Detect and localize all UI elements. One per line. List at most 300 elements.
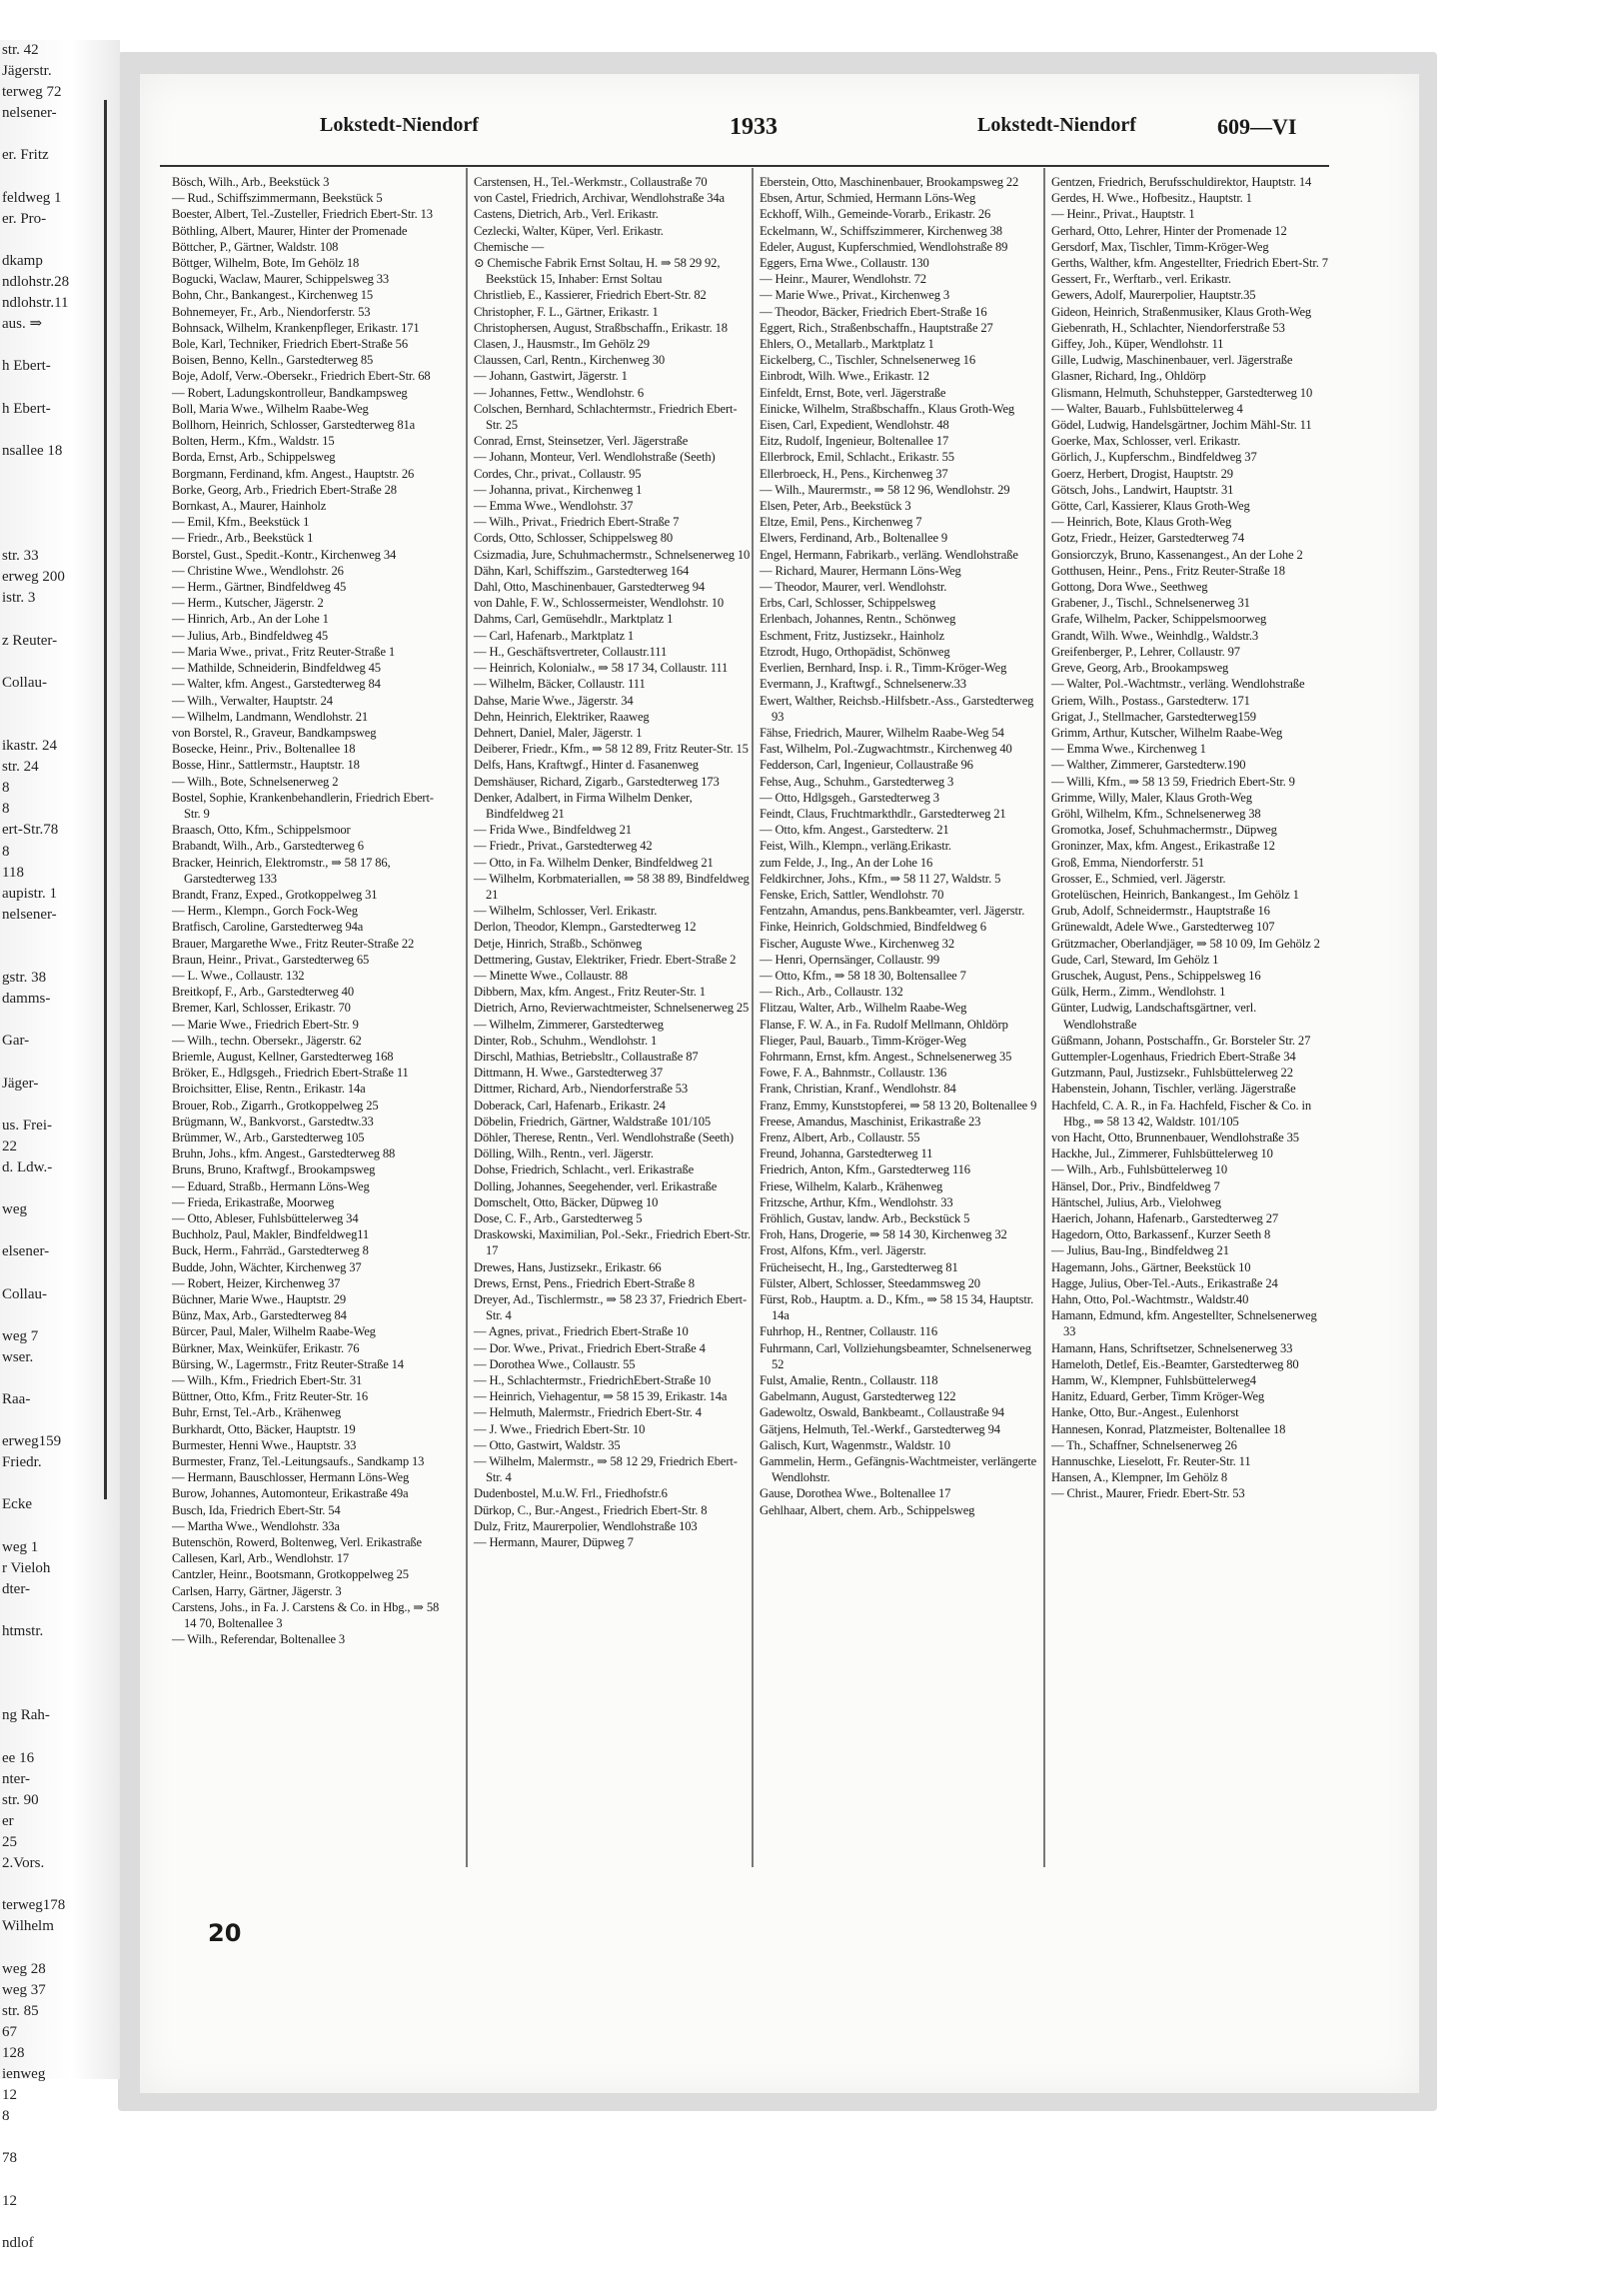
facing-page-text: ndlohstr.28 <box>2 274 70 291</box>
facing-page-text: 12 <box>2 2192 17 2209</box>
directory-entry: Flitzau, Walter, Arb., Wilhelm Raabe-Weg <box>760 1001 967 1016</box>
directory-entry: — Wilh., Privat., Friedrich Ebert-Straße 7 <box>474 515 680 530</box>
directory-entry: ⊙ Chemische Fabrik Ernst Soltau, H. ⇒ 58 29 92, Beekstück 15, Inhaber: Ernst Soltau <box>474 256 721 287</box>
directory-entry: Csizmadia, Jure, Schuhmachermstr., Schnelsenerweg 10 <box>474 547 751 562</box>
facing-page-text: erweg 200 <box>2 569 65 586</box>
facing-page-text: 12 <box>2 2087 17 2104</box>
directory-entry: Flieger, Paul, Bauarb., Timm-Kröger-Weg <box>760 1033 966 1048</box>
directory-entry: Denker, Adalbert, in Firma Wilhelm Denker, Bindfeldweg 21 <box>474 790 693 821</box>
directory-entry: Hahn, Otto, Pol.-Wachtmstr., Waldstr.40 <box>1051 1292 1249 1307</box>
facing-page-text: 128 <box>2 2044 25 2061</box>
directory-entry: — Maria Wwe., privat., Fritz Reuter-Straße 1 <box>172 644 396 659</box>
directory-entry: Borgmann, Ferdinand, kfm. Angest., Hauptstr. 26 <box>172 466 415 481</box>
directory-entry: — Henri, Opernsänger, Collaustr. 99 <box>760 952 939 967</box>
facing-page-text <box>0 124 120 145</box>
directory-entry: Bostel, Sophie, Krankenbehandlerin, Friedrich Ebert-Str. 9 <box>172 790 434 821</box>
directory-entry: Ehlers, O., Metallarb., Marktplatz 1 <box>760 337 934 352</box>
facing-page-text: 25 <box>2 1833 17 1850</box>
directory-entry: — Julius, Bau-Ing., Bindfeldweg 21 <box>1051 1243 1229 1258</box>
directory-entry: Frücheisecht, H., Ing., Garstedterweg 81 <box>760 1259 958 1274</box>
directory-entry: Dahms, Carl, Gemüsehdlr., Marktplatz 1 <box>474 612 674 627</box>
directory-entry: Grandt, Wilh. Wwe., Weinhdlg., Waldstr.3 <box>1051 628 1259 643</box>
facing-page-text: aus. ⇒ <box>2 316 43 333</box>
directory-entry: Fulst, Amalie, Rentn., Collaustr. 118 <box>760 1373 938 1388</box>
facing-page-text: wser. <box>2 1348 34 1365</box>
directory-entry: Grigat, J., Stellmacher, Garstedterweg159 <box>1051 709 1256 724</box>
directory-entry: — Johanna, privat., Kirchenweg 1 <box>474 482 643 497</box>
facing-page-text: nsallee 18 <box>2 442 63 459</box>
directory-entry: — Frida Wwe., Bindfeldweg 21 <box>474 823 632 838</box>
directory-entry: Gotthusen, Heinr., Pens., Fritz Reuter-Straße 18 <box>1051 563 1285 578</box>
facing-page-text <box>0 1663 120 1684</box>
directory-entry: — Th., Schaffner, Schnelsenerweg 26 <box>1051 1437 1237 1452</box>
facing-page-text: istr. 3 <box>2 590 36 607</box>
directory-entry: Cords, Otto, Schlosser, Schippelsweg 80 <box>474 531 673 546</box>
directory-entry: Bürcer, Paul, Maler, Wilhelm Raabe-Weg <box>172 1324 376 1339</box>
facing-page-text: 8 <box>2 801 10 818</box>
directory-column-2 <box>474 174 752 1550</box>
directory-entry: Engel, Hermann, Fabrikarb., verläng. Wendlohstraße <box>760 547 1018 562</box>
directory-entry: Demshäuser, Richard, Zigarb., Garstedterweg 173 <box>474 774 720 789</box>
directory-entry: Gadewoltz, Oswald, Bankbeamt., Collaustraße 94 <box>760 1405 1004 1420</box>
directory-entry: Freese, Amandus, Maschinist, Erikastraße 23 <box>760 1114 981 1129</box>
directory-entry: Dose, C. F., Arb., Garstedterweg 5 <box>474 1211 643 1225</box>
directory-entry: Gödel, Ludwig, Handelsgärtner, Jochim Mähl-Str. 11 <box>1051 418 1312 433</box>
directory-entry: Hanke, Otto, Bur.-Angest., Eulenhorst <box>1051 1405 1239 1420</box>
facing-page-text: Gar- <box>2 1033 30 1050</box>
facing-page-text <box>0 1262 120 1283</box>
facing-page-text: terweg178 <box>2 1897 66 1914</box>
facing-page-text: er <box>2 1812 14 1829</box>
directory-entry: — Theodor, Maurer, verl. Wendlohstr. <box>760 580 947 595</box>
directory-entry: Fohrmann, Ernst, kfm. Angest., Schnelsenerweg 35 <box>760 1049 1012 1064</box>
facing-page-text: 8 <box>2 843 10 860</box>
directory-column-3 <box>760 174 1037 1518</box>
directory-entry: Buhr, Ernst, Tel.-Arb., Krähenweg <box>172 1405 342 1420</box>
facing-page-text <box>0 2275 120 2296</box>
directory-entry: — Wilhelm, Malermstr., ⇒ 58 12 29, Friedrich Ebert-Str. 4 <box>474 1454 738 1485</box>
directory-entry: — Julius, Arb., Bindfeldweg 45 <box>172 628 329 643</box>
directory-entry: Gerths, Walther, kfm. Angestellter, Friedrich Ebert-Str. 7 <box>1051 256 1328 271</box>
directory-entry: Gabelmann, August, Garstedterweg 122 <box>760 1389 956 1404</box>
facing-page-column-rule <box>104 100 107 1499</box>
directory-entry: Groninzer, Max, kfm. Angest., Erikastraße 12 <box>1051 839 1275 854</box>
facing-page-text <box>0 230 120 251</box>
facing-page-text <box>0 694 120 715</box>
directory-entry: Dehnert, Daniel, Maler, Jägerstr. 1 <box>474 725 643 740</box>
directory-entry: Hansen, A., Klempner, Im Gehölz 8 <box>1051 1470 1228 1485</box>
directory-entry: — Hinrich, Arb., An der Lohe 1 <box>172 612 329 627</box>
directory-entry: — Richard, Maurer, Hermann Löns-Weg <box>760 563 961 578</box>
directory-entry: — Marie Wwe., Privat., Kirchenweg 3 <box>760 288 950 303</box>
directory-entry: Hackhe, Jul., Zimmerer, Fuhlsbüttelerweg 10 <box>1051 1147 1273 1161</box>
directory-entry: Gude, Carl, Steward, Im Gehölz 1 <box>1051 952 1219 967</box>
directory-entry: Gutzmann, Paul, Justizsekr., Fuhlsbüttelerweg 22 <box>1051 1066 1293 1081</box>
facing-page-text: htmstr. <box>2 1623 44 1640</box>
directory-entry: Eggert, Rich., Straßenbschaffn., Hauptstraße 27 <box>760 320 993 335</box>
facing-page-text <box>0 504 120 525</box>
directory-entry: Dehn, Heinrich, Elektriker, Raaweg <box>474 709 650 724</box>
directory-entry: — Minette Wwe., Collaustr. 88 <box>474 968 628 983</box>
directory-entry: Dirschl, Mathias, Betriebsltr., Collaustraße 87 <box>474 1049 699 1064</box>
directory-entry: Dittmer, Richard, Arb., Niendorferstraße 53 <box>474 1082 689 1097</box>
facing-page-text: ienweg <box>2 2066 46 2082</box>
directory-entry: — Eduard, Straßb., Hermann Löns-Weg <box>172 1178 370 1193</box>
directory-entry: — Emma Wwe., Wendlohstr. 37 <box>474 499 634 514</box>
directory-entry: Grimm, Arthur, Kutscher, Wilhelm Raabe-Weg <box>1051 725 1283 740</box>
directory-entry: Eschment, Fritz, Justizsekr., Hainholz <box>760 628 944 643</box>
directory-entry: — Walther, Zimmerer, Garstedterw.190 <box>1051 758 1246 773</box>
directory-entry: — Wilhelm, Bäcker, Collaustr. 111 <box>474 677 646 692</box>
directory-entry: Fenske, Erich, Sattler, Wendlohstr. 70 <box>760 887 944 902</box>
directory-entry: Eickelberg, C., Tischler, Schnelsenerweg 16 <box>760 353 975 368</box>
facing-page-text <box>0 1937 120 1958</box>
directory-entry: Dreyer, Ad., Tischlermstr., ⇒ 58 23 37, Friedrich Ebert-Str. 4 <box>474 1292 748 1323</box>
column-rule <box>752 168 754 1867</box>
running-header <box>210 114 1319 148</box>
directory-entry: Dahse, Marie Wwe., Jägerstr. 34 <box>474 693 634 708</box>
facing-page-text <box>0 2127 120 2148</box>
directory-entry: Butenschön, Rowerd, Boltenweg, Verl. Erikastraße <box>172 1535 422 1550</box>
directory-entry: Gröhl, Wilhelm, Kfm., Schnelsenerweg 38 <box>1051 806 1261 821</box>
directory-entry: Bohn, Chr., Bankangest., Kirchenweg 15 <box>172 288 374 303</box>
directory-entry: Hamann, Edmund, kfm. Angestellter, Schnelsenerweg 33 <box>1051 1308 1317 1339</box>
facing-page-text: ndlof <box>2 2234 34 2251</box>
facing-page-text: 118 <box>2 864 24 881</box>
directory-entry: — Walter, Bauarb., Fuhlsbüttelerweg 4 <box>1051 401 1243 416</box>
header-year: 1933 <box>730 114 778 140</box>
directory-entry: Hamm, W., Klempner, Fuhlsbüttelerweg4 <box>1051 1373 1256 1388</box>
directory-entry: Borke, Georg, Arb., Friedrich Ebert-Straße 28 <box>172 482 397 497</box>
facing-page-text <box>0 2169 120 2190</box>
directory-entry: Deiberer, Friedr., Kfm., ⇒ 58 12 89, Fritz Reuter-Str. 15 <box>474 742 749 757</box>
facing-page-text: us. Frei- <box>2 1117 52 1134</box>
directory-entry: Broichsitter, Elise, Rentn., Erikastr. 14a <box>172 1082 366 1097</box>
directory-entry: Dulz, Fritz, Maurerpolier, Wendlohstraße 103 <box>474 1518 698 1533</box>
directory-entry: Hagemann, Johs., Gärtner, Beekstück 10 <box>1051 1259 1251 1274</box>
directory-entry: Fast, Wilhelm, Pol.-Zugwachtmstr., Kirchenweg 40 <box>760 742 1012 757</box>
directory-entry: Bolten, Herm., Kfm., Waldstr. 15 <box>172 434 335 449</box>
directory-entry: Fowe, F. A., Bahnmstr., Collaustr. 136 <box>760 1066 947 1081</box>
facing-page-text: nter- <box>2 1770 31 1787</box>
directory-entry: Böttger, Wilhelm, Bote, Im Gehölz 18 <box>172 256 360 271</box>
facing-page-text: 78 <box>2 2150 17 2167</box>
directory-entry: — Heinrich, Kolonialw., ⇒ 58 17 34, Collaustr. 111 <box>474 661 729 676</box>
directory-entry: Fehse, Aug., Schuhm., Garstedterweg 3 <box>760 774 954 789</box>
directory-entry: Hamann, Hans, Schriftsetzer, Schnelsenerweg 33 <box>1051 1340 1293 1355</box>
directory-entry: Buchholz, Paul, Makler, Bindfeldweg11 <box>172 1227 370 1242</box>
directory-entry: Greve, Georg, Arb., Brookampsweg <box>1051 661 1229 676</box>
directory-entry: Dibbern, Max, kfm. Angest., Fritz Reuter-Str. 1 <box>474 985 706 1000</box>
directory-entry: Ellerbroeck, H., Pens., Kirchenweg 37 <box>760 466 948 481</box>
directory-entry: Bürsing, W., Lagermstr., Fritz Reuter-Straße 14 <box>172 1356 404 1371</box>
directory-entry: Edeler, August, Kupferschmied, Wendlohstraße 89 <box>760 239 1008 254</box>
directory-entry: Frenz, Albert, Arb., Collaustr. 55 <box>760 1130 920 1145</box>
directory-entry: Dittmann, H. Wwe., Garstedterweg 37 <box>474 1066 663 1081</box>
directory-entry: Eltze, Emil, Pens., Kirchenweg 7 <box>760 515 922 530</box>
directory-entry: Brügmann, W., Bankvorst., Garstedtw.33 <box>172 1114 374 1129</box>
directory-entry: — Dorothea Wwe., Collaustr. 55 <box>474 1356 636 1371</box>
directory-entry: Etzrodt, Hugo, Orthopädist, Schönweg <box>760 644 950 659</box>
directory-entry: — Martha Wwe., Wendlohstr. 33a <box>172 1518 340 1533</box>
directory-entry: — Herm., Klempn., Gorch Fock-Weg <box>172 904 358 919</box>
directory-entry: Gotz, Friedr., Heizer, Garstedterweg 74 <box>1051 531 1244 546</box>
directory-entry: Christlieb, E., Kassierer, Friedrich Ebert-Str. 82 <box>474 288 707 303</box>
directory-entry: — Wilhelm, Schlosser, Verl. Erikastr. <box>474 904 658 919</box>
directory-entry: Drewes, Hans, Justizsekr., Erikastr. 66 <box>474 1259 662 1274</box>
directory-entry: — Marie Wwe., Friedrich Ebert-Str. 9 <box>172 1017 359 1032</box>
directory-entry: — Heinr., Privat., Hauptstr. 1 <box>1051 207 1195 222</box>
directory-entry: Güßmann, Johann, Postschaffn., Gr. Borsteler Str. 27 <box>1051 1033 1311 1048</box>
directory-entry: von Hacht, Otto, Brunnenbauer, Wendlohstraße 35 <box>1051 1130 1299 1145</box>
directory-entry: — Wilh., Verwalter, Hauptstr. 24 <box>172 693 333 708</box>
directory-entry: — Friedr., Privat., Garstedterweg 42 <box>474 839 653 854</box>
directory-entry: Groß, Emma, Niendorferstr. 51 <box>1051 855 1205 870</box>
facing-page-text <box>0 947 120 968</box>
directory-entry: — Wilhelm, Korbmateriallen, ⇒ 58 38 89, Bindfeldweg 21 <box>474 871 750 902</box>
directory-entry: — Wilh., Arb., Fuhlsbüttelerweg 10 <box>1051 1162 1228 1177</box>
facing-page-text <box>0 1473 120 1494</box>
directory-entry: — Hermann, Bauschlosser, Hermann Löns-Weg <box>172 1470 410 1485</box>
directory-entry: Goerz, Herbert, Drogist, Hauptstr. 29 <box>1051 466 1233 481</box>
directory-entry: — Otto, in Fa. Wilhelm Denker, Bindfeldweg 21 <box>474 855 714 870</box>
directory-entry: Gause, Dorothea Wwe., Boltenallee 17 <box>760 1486 951 1501</box>
directory-entry: Günter, Ludwig, Landschaftsgärtner, verl. Wendlohstraße <box>1051 1001 1257 1032</box>
directory-entry: Carstens, Johs., in Fa. J. Carstens & Co. in Hbg., ⇒ 58 14 70, Boltenallee 3 <box>172 1599 440 1631</box>
facing-page-text <box>0 1305 120 1326</box>
directory-entry: — Willi, Kfm., ⇒ 58 13 59, Friedrich Ebert-Str. 9 <box>1051 774 1295 789</box>
directory-entry: Buck, Herm., Fahrräd., Garstedterweg 8 <box>172 1243 369 1258</box>
directory-entry: Götsch, Johs., Landwirt, Hauptstr. 31 <box>1051 482 1234 497</box>
facing-page-text <box>0 1220 120 1241</box>
facing-page-text: Collau- <box>2 1285 47 1302</box>
directory-entry: — Herm., Kutscher, Jägerstr. 2 <box>172 596 324 611</box>
directory-entry: Eckelmann, W., Schiffszimmerer, Kirchenweg 38 <box>760 223 1002 238</box>
directory-entry: Bruhn, Johs., kfm. Angest., Garstedterweg 88 <box>172 1147 396 1161</box>
directory-entry: Dolling, Johannes, Seegehender, verl. Erikastraße <box>474 1178 718 1193</box>
directory-entry: Erbs, Carl, Schlosser, Schippelsweg <box>760 596 936 611</box>
directory-entry: Grünewaldt, Adele Wwe., Garstedterweg 107 <box>1051 920 1275 935</box>
directory-entry: Everlien, Bernhard, Insp. i. R., Timm-Kröger-Weg <box>760 661 1007 676</box>
directory-entry: Bollhorn, Heinrich, Schlosser, Garstedterweg 81a <box>172 418 416 433</box>
directory-entry: — Otto, Gastwirt, Waldstr. 35 <box>474 1437 621 1452</box>
directory-entry: — Friedr., Arb., Beekstück 1 <box>172 531 314 546</box>
directory-entry: Gruschek, August, Pens., Schippelsweg 16 <box>1051 968 1261 983</box>
facing-page-text: er. Pro- <box>2 210 47 227</box>
directory-entry: Drews, Ernst, Pens., Friedrich Ebert-Straße 8 <box>474 1275 695 1290</box>
directory-entry: — H., Schlachtermstr., FriedrichEbert-Straße 10 <box>474 1373 712 1388</box>
facing-page-text <box>0 167 120 188</box>
directory-entry: Fülster, Albert, Schlosser, Steedammsweg 20 <box>760 1275 980 1290</box>
directory-entry: Gätjens, Helmuth, Tel.-Werkf., Garstedterweg 94 <box>760 1421 1000 1436</box>
directory-entry: Clasen, J., Hausmstr., Im Gehölz 29 <box>474 337 650 352</box>
directory-entry: Dähn, Karl, Schiffszim., Garstedterweg 164 <box>474 563 690 578</box>
directory-entry: Boester, Albert, Tel.-Zusteller, Friedrich Ebert-Str. 13 <box>172 207 433 222</box>
facing-page-text: elsener- <box>2 1243 50 1260</box>
directory-entry: Böthling, Albert, Maurer, Hinter der Promenade <box>172 223 408 238</box>
directory-entry: Burkhardt, Otto, Bäcker, Hauptstr. 19 <box>172 1421 356 1436</box>
directory-entry: Bohnsack, Wilhelm, Krankenpfleger, Erikastr. 171 <box>172 320 420 335</box>
facing-page-text <box>0 462 120 483</box>
directory-entry: Döhler, Therese, Rentn., Verl. Wendlohstraße (Seeth) <box>474 1130 734 1145</box>
facing-page-text: terweg 72 <box>2 84 62 101</box>
directory-entry: Bosecke, Heinr., Priv., Boltenallee 18 <box>172 742 356 757</box>
directory-entry: Galisch, Kurt, Wagenmstr., Waldstr. 10 <box>760 1437 950 1452</box>
facing-page-text: Wilhelm <box>2 1918 54 1935</box>
directory-entry: Brouer, Rob., Zigarrh., Grotkoppelweg 25 <box>172 1098 379 1113</box>
directory-entry: Froh, Hans, Drogerie, ⇒ 58 14 30, Kirchenweg 32 <box>760 1227 1007 1242</box>
directory-entry: Doberack, Carl, Hafenarb., Erikastr. 24 <box>474 1098 666 1113</box>
facing-page-text: str. 90 <box>2 1791 39 1808</box>
directory-entry: Glasner, Richard, Ing., Ohldörp <box>1051 369 1206 384</box>
directory-entry: Eberstein, Otto, Maschinenbauer, Brookampsweg 22 <box>760 175 1019 189</box>
facing-page-text: h Ebert- <box>2 400 51 417</box>
directory-entry: Einicke, Wilhelm, Straßbschaffn., Klaus Groth-Weg <box>760 401 1015 416</box>
facing-page-text: str. 24 <box>2 759 39 776</box>
directory-entry: Glismann, Helmuth, Schuhstepper, Garstedterweg 10 <box>1051 385 1313 400</box>
directory-entry: Bösch, Wilh., Arb., Beekstück 3 <box>172 175 330 189</box>
directory-entry: Borda, Ernst, Arb., Schippelsweg <box>172 450 336 465</box>
directory-entry: Domschelt, Otto, Bäcker, Düpweg 10 <box>474 1194 659 1209</box>
directory-entry: Carlsen, Harry, Gärtner, Jägerstr. 3 <box>172 1583 342 1598</box>
directory-entry: Franz, Emmy, Kunststopferei, ⇒ 58 13 20, Boltenallee 9 <box>760 1098 1037 1113</box>
directory-entry: Ellerbrock, Emil, Schlacht., Erikastr. 55 <box>760 450 954 465</box>
directory-entry: Budde, John, Wächter, Kirchenweg 37 <box>172 1259 362 1274</box>
directory-entry: Einbrodt, Wilh. Wwe., Erikastr. 12 <box>760 369 929 384</box>
directory-entry: Briemle, August, Kellner, Garstedterweg 168 <box>172 1049 394 1064</box>
directory-entry: Grimme, Willy, Maler, Klaus Groth-Weg <box>1051 790 1252 805</box>
directory-entry: Frost, Alfons, Kfm., verl. Jägerstr. <box>760 1243 926 1258</box>
directory-entry: Burmester, Henni Wwe., Hauptstr. 33 <box>172 1437 357 1452</box>
facing-page-text <box>0 1600 120 1621</box>
facing-page-text <box>0 1178 120 1199</box>
facing-page-text: feldweg 1 <box>2 189 62 206</box>
directory-entry: — Mathilde, Schneiderin, Bindfeldweg 45 <box>172 661 381 676</box>
directory-entry: — Wilhelm, Landmann, Wendlohstr. 21 <box>172 709 368 724</box>
header-place-left: Lokstedt-Niendorf <box>320 114 479 136</box>
directory-entry: Fischer, Auguste Wwe., Kirchenweg 32 <box>760 936 954 951</box>
directory-entry: — Wilh., Bote, Schnelsenerweg 2 <box>172 774 339 789</box>
directory-entry: Bole, Karl, Techniker, Friedrich Ebert-Straße 56 <box>172 337 408 352</box>
facing-page-text <box>0 1684 120 1705</box>
directory-entry: — Carl, Hafenarb., Marktplatz 1 <box>474 628 635 643</box>
directory-entry: Brandt, Franz, Exped., Grotkoppelweg 31 <box>172 887 378 902</box>
facing-page-text <box>0 2212 120 2233</box>
facing-page-text: weg 1 <box>2 1538 39 1555</box>
directory-entry: Gerhard, Otto, Lehrer, Hinter der Promenade 12 <box>1051 223 1287 238</box>
directory-entry: Gonsiorczyk, Bruno, Kassenangest., An der Lohe 2 <box>1051 547 1303 562</box>
directory-entry: Goerke, Max, Schlosser, verl. Erikastr. <box>1051 434 1241 449</box>
directory-entry: Friedrich, Anton, Kfm., Garstedterweg 116 <box>760 1162 970 1177</box>
directory-entry: Cordes, Chr., privat., Collaustr. 95 <box>474 466 642 481</box>
directory-entry: Braun, Heinr., Privat., Garstedterweg 65 <box>172 952 370 967</box>
facing-page-text <box>0 610 120 631</box>
directory-entry: — Heinr., Maurer, Wendlohstr. 72 <box>760 272 926 287</box>
directory-entry: Freund, Johanna, Garstedterweg 11 <box>760 1147 933 1161</box>
directory-entry: — Otto, Kfm., ⇒ 58 18 30, Boltensallee 7 <box>760 968 966 983</box>
header-rule <box>160 165 1329 167</box>
directory-entry: Dietrich, Arno, Revierwachtmeister, Schnelsenerweg 25 <box>474 1001 750 1016</box>
directory-entry: Boje, Adolf, Verw.-Obersekr., Friedrich Ebert-Str. 68 <box>172 369 431 384</box>
facing-page-text <box>0 2254 120 2275</box>
facing-page-fragment <box>0 40 120 2251</box>
facing-page-text: weg 37 <box>2 1981 46 1998</box>
directory-entry: Bosse, Hinr., Sattlermstr., Hauptstr. 18 <box>172 758 360 773</box>
directory-entry: von Borstel, R., Graveur, Bandkampsweg <box>172 725 377 740</box>
directory-entry: — Johann, Gastwirt, Jägerstr. 1 <box>474 369 628 384</box>
directory-entry: Fedderson, Carl, Ingenieur, Collaustraße 96 <box>760 758 973 773</box>
directory-entry: Elsen, Peter, Arb., Beekstück 3 <box>760 499 911 514</box>
directory-entry: Friese, Wilhelm, Kalarb., Krähenweg <box>760 1178 943 1193</box>
directory-entry: Claussen, Carl, Rentn., Kirchenweg 30 <box>474 353 666 368</box>
directory-entry: — Wilh., Maurermstr., ⇒ 58 12 96, Wendlohstr. 29 <box>760 482 1010 497</box>
directory-entry: Bornkast, A., Maurer, Hainholz <box>172 499 327 514</box>
directory-entry: Elwers, Ferdinand, Arb., Boltenallee 9 <box>760 531 948 546</box>
directory-entry: Einfeldt, Ernst, Bote, verl. Jägerstraße <box>760 385 946 400</box>
directory-entry: Boll, Maria Wwe., Wilhelm Raabe-Weg <box>172 401 369 416</box>
facing-page-text: str. 33 <box>2 548 39 565</box>
directory-entry: von Dahle, F. W., Schlossermeister, Wendlohstr. 10 <box>474 596 724 611</box>
directory-entry: Flanse, F. W. A., in Fa. Rudolf Mellmann, Ohldörp <box>760 1017 1008 1032</box>
facing-page-text: er. Fritz <box>2 147 49 164</box>
facing-page-text: Jäger- <box>2 1075 39 1092</box>
directory-entry: — Robert, Ladungskontrolleur, Bandkampsweg <box>172 385 408 400</box>
directory-entry: — Robert, Heizer, Kirchenweg 37 <box>172 1275 341 1290</box>
directory-entry: Bruns, Bruno, Kraftwgf., Brookampsweg <box>172 1162 376 1177</box>
directory-entry: Fuhrhop, H., Rentner, Collaustr. 116 <box>760 1324 937 1339</box>
facing-page-text: 2.Vors. <box>2 1855 45 1872</box>
facing-page-text: ee 16 <box>2 1749 35 1766</box>
facing-page-text <box>0 1053 120 1074</box>
directory-entry: Griem, Wilh., Postass., Garstedterw. 171 <box>1051 693 1250 708</box>
directory-entry: — Otto, kfm. Angest., Garstedterw. 21 <box>760 823 949 838</box>
directory-entry: Gülk, Herm., Zimm., Wendlohstr. 1 <box>1051 985 1226 1000</box>
directory-entry: Grafe, Wilhelm, Packer, Schippelsmoorweg <box>1051 612 1267 627</box>
directory-entry: — Helmuth, Malermstr., Friedrich Ebert-Str. 4 <box>474 1405 702 1420</box>
directory-entry: Gammelin, Herm., Gefängnis-Wachtmeister, verlängerte Wendlohstr. <box>760 1454 1037 1485</box>
facing-page-text: h Ebert- <box>2 358 51 375</box>
facing-page-text: Jägerstr. <box>2 63 52 80</box>
header-page-number: 609—VI <box>1217 114 1297 139</box>
directory-entry: Feist, Wilh., Klempn., verläng.Erikastr. <box>760 839 951 854</box>
facing-page-text: Collau- <box>2 674 47 691</box>
directory-entry: Brauer, Margarethe Wwe., Fritz Reuter-Straße 22 <box>172 936 415 951</box>
directory-entry: Hagedorn, Otto, Barkassenf., Kurzer Seeth 8 <box>1051 1227 1271 1242</box>
directory-entry: Häntschel, Julius, Arb., Vielohweg <box>1051 1194 1221 1209</box>
facing-page-text <box>0 715 120 736</box>
directory-entry: — Hermann, Maurer, Düpweg 7 <box>474 1535 634 1550</box>
directory-entry: Gromotka, Josef, Schuhmachermstr., Düpweg <box>1051 823 1277 838</box>
facing-page-text: erweg159 <box>2 1433 62 1450</box>
directory-entry: Greifenberger, P., Lehrer, Collaustr. 97 <box>1051 644 1240 659</box>
directory-entry: — Christine Wwe., Wendlohstr. 26 <box>172 563 344 578</box>
directory-entry: — Rich., Arb., Collaustr. 132 <box>760 985 903 1000</box>
directory-entry: Hannuschke, Lieselott, Fr. Reuter-Str. 11 <box>1051 1454 1251 1469</box>
directory-entry: — Johannes, Fettw., Wendlohstr. 6 <box>474 385 644 400</box>
facing-page-text: r Vieloh <box>2 1559 51 1576</box>
facing-page-text <box>0 1516 120 1537</box>
directory-entry: Bratfisch, Caroline, Garstedterweg 94a <box>172 920 364 935</box>
facing-page-text <box>0 420 120 441</box>
facing-page-text: weg 7 <box>2 1327 39 1344</box>
directory-entry: Eisen, Carl, Expedient, Wendlohstr. 48 <box>760 418 949 433</box>
directory-entry: zum Felde, J., Ing., An der Lohe 16 <box>760 855 933 870</box>
directory-entry: Hänsel, Dor., Priv., Bindfeldweg 7 <box>1051 1178 1220 1193</box>
facing-page-text <box>0 1642 120 1663</box>
facing-page-text <box>0 926 120 947</box>
header-place-right: Lokstedt-Niendorf <box>977 114 1136 136</box>
facing-page-text: Raa- <box>2 1391 31 1407</box>
